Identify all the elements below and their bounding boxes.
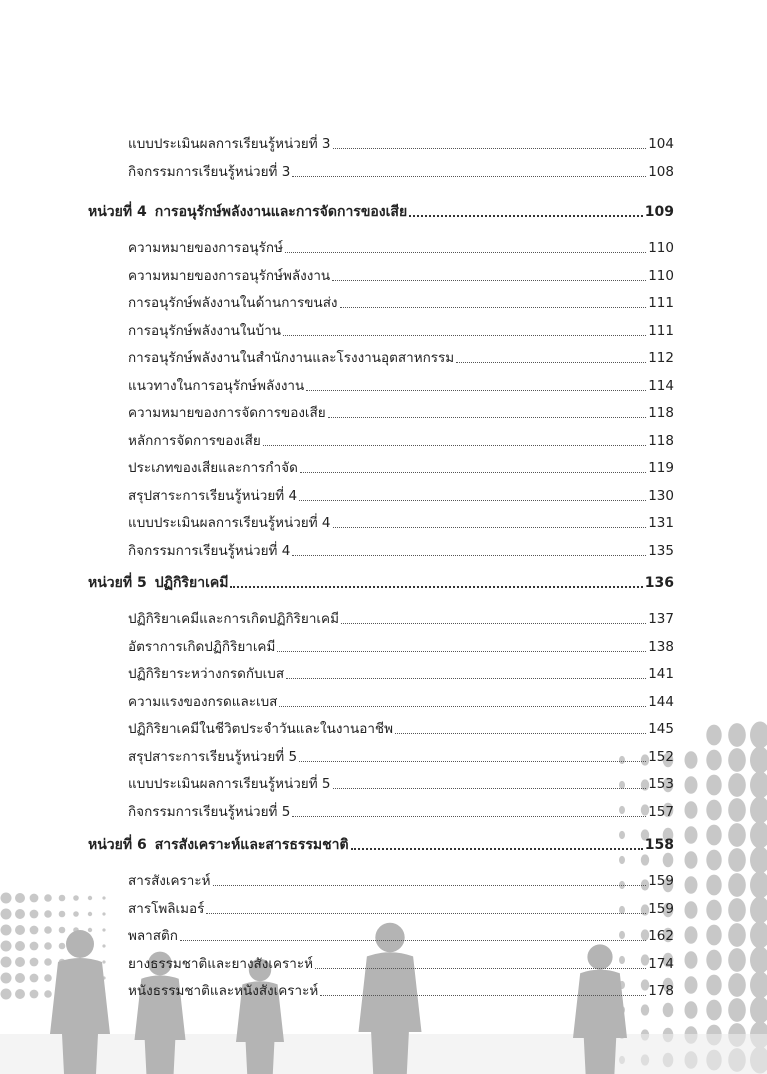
toc-entry[interactable] [128, 430, 674, 450]
dot-leader [180, 940, 646, 941]
dot-leader [277, 651, 646, 652]
toc-entry[interactable] [128, 925, 674, 945]
entry-title: ยางธรรมชาติและยางสังเคราะห์ [128, 955, 313, 972]
entry-title: กิจกรรมการเรียนรู้หน่วยที่ 4 [128, 542, 291, 559]
entry-title: การอนุรักษ์พลังงานในด้านการขนส่ง [128, 295, 338, 311]
entry-title: สรุปสาระการเรียนรู้หน่วยที่ 5 [128, 748, 298, 765]
dot-leader [300, 472, 646, 473]
dot-leader [409, 215, 643, 217]
toc-entry[interactable] [128, 347, 674, 367]
entry-page-number: 138 [648, 638, 674, 655]
entry-page-number: 145 [648, 721, 674, 737]
entry-page-number: 157 [648, 803, 674, 820]
entry-page-number: 178 [648, 983, 674, 999]
toc-entry[interactable] [128, 161, 674, 181]
entry-page-number: 131 [648, 515, 674, 531]
unit-title: สารสังเคราะห์และสารธรรมชาติ [154, 837, 349, 853]
entry-title: กิจกรรมการเรียนรู้หน่วยที่ 5 [128, 803, 291, 820]
dot-leader [395, 733, 646, 734]
entry-page-number: 135 [648, 542, 674, 559]
entry-page-number: 159 [648, 873, 674, 889]
unit-page-number: 158 [644, 837, 674, 853]
toc-entry[interactable] [128, 691, 674, 711]
entry-title: สารโพลิเมอร์ [128, 900, 205, 917]
dot-leader [279, 706, 646, 707]
toc-entry[interactable] [128, 870, 674, 890]
toc-entry[interactable] [128, 636, 674, 656]
entry-page-number: 110 [648, 267, 674, 284]
dot-leader [315, 968, 646, 969]
toc-entry[interactable] [128, 512, 674, 532]
entry-title: ความหมายของการอนุรักษ์ [128, 240, 283, 256]
toc-entry[interactable] [128, 133, 674, 153]
dot-leader [299, 761, 646, 762]
entry-title: แบบประเมินผลการเรียนรู้หน่วยที่ 4 [128, 515, 331, 531]
dot-leader [456, 362, 646, 363]
entry-title: แบบประเมินผลการเรียนรู้หน่วยที่ 3 [128, 136, 331, 152]
dot-leader [206, 913, 646, 914]
toc-entry[interactable] [128, 292, 674, 312]
toc-entry[interactable] [128, 608, 674, 628]
entry-title: ความหมายของการจัดการของเสีย [128, 405, 326, 421]
toc-entry[interactable] [128, 402, 674, 422]
entry-page-number: 159 [648, 900, 674, 917]
entry-page-number: 162 [648, 928, 674, 944]
toc-entry[interactable] [128, 485, 674, 505]
entry-page-number: 111 [648, 322, 674, 339]
entry-title: อัตราการเกิดปฏิกิริยาเคมี [128, 638, 276, 655]
entry-page-number: 114 [648, 377, 674, 394]
dot-leader [306, 390, 646, 391]
dot-leader [285, 252, 646, 253]
entry-page-number: 152 [648, 748, 674, 765]
unit-page-number: 109 [644, 204, 674, 220]
entry-page-number: 111 [648, 295, 674, 311]
toc-entry[interactable] [128, 265, 674, 285]
toc-entry[interactable] [128, 718, 674, 738]
dot-leader [341, 623, 646, 624]
dot-leader [230, 586, 642, 588]
unit-number: หน่วยที่ 6 [88, 837, 147, 853]
entry-title: กิจกรรมการเรียนรู้หน่วยที่ 3 [128, 163, 291, 180]
entry-title: ประเภทของเสียและการกำจัด [128, 460, 298, 476]
dot-leader [340, 307, 647, 308]
toc-entry[interactable] [128, 237, 674, 257]
toc-unit-heading[interactable] [88, 201, 674, 221]
dot-leader [328, 417, 647, 418]
toc-entry[interactable] [128, 773, 674, 793]
entry-page-number: 144 [648, 693, 674, 710]
dot-leader [213, 885, 647, 886]
entry-title: ความแรงของกรดและเบส [128, 693, 278, 710]
unit-title: ปฏิกิริยาเคมี [154, 575, 229, 591]
dot-leader [351, 848, 643, 850]
dot-leader [283, 335, 646, 336]
entry-title: แบบประเมินผลการเรียนรู้หน่วยที่ 5 [128, 776, 331, 792]
dot-leader [333, 788, 647, 789]
toc-entry[interactable] [128, 801, 674, 821]
dot-leader [286, 678, 646, 679]
toc-entry[interactable] [128, 980, 674, 1000]
unit-page-number: 136 [644, 575, 674, 591]
unit-number: หน่วยที่ 4 [88, 204, 147, 220]
entry-title: การอนุรักษ์พลังงานในสำนักงานและโรงงานอุตสาหกรรม [128, 350, 455, 366]
entry-page-number: 104 [648, 136, 674, 152]
entry-title: สารสังเคราะห์ [128, 873, 211, 889]
entry-title: ปฏิกิริยาเคมีในชีวิตประจำวันและในงานอาชีพ [128, 721, 393, 737]
entry-page-number: 174 [648, 955, 674, 972]
entry-title: หลักการจัดการของเสีย [128, 432, 261, 449]
toc-entry[interactable] [128, 320, 674, 340]
entry-title: แนวทางในการอนุรักษ์พลังงาน [128, 377, 305, 394]
entry-page-number: 137 [648, 611, 674, 627]
unit-title: การอนุรักษ์พลังงานและการจัดการของเสีย [154, 204, 408, 220]
toc-entry[interactable] [128, 746, 674, 766]
toc-unit-heading[interactable] [88, 834, 674, 854]
entry-page-number: 112 [648, 350, 674, 366]
toc-entry[interactable] [128, 663, 674, 683]
dot-leader [332, 280, 646, 281]
entry-page-number: 110 [648, 240, 674, 256]
entry-title: ปฏิกิริยาระหว่างกรดกับเบส [128, 666, 285, 682]
entry-page-number: 118 [648, 432, 674, 449]
toc-entry[interactable] [128, 540, 674, 560]
dot-leader [333, 527, 647, 528]
dot-leader [292, 176, 646, 177]
entry-title: หนังธรรมชาติและหนังสังเคราะห์ [128, 983, 319, 999]
entry-title: ความหมายของการอนุรักษ์พลังงาน [128, 267, 331, 284]
entry-title: พลาสติก [128, 928, 178, 944]
entry-page-number: 141 [648, 666, 674, 682]
dot-leader [320, 995, 646, 996]
entry-page-number: 118 [648, 405, 674, 421]
dot-leader [292, 816, 646, 817]
entry-title: ปฏิกิริยาเคมีและการเกิดปฏิกิริยาเคมี [128, 611, 339, 627]
entry-page-number: 153 [648, 776, 674, 792]
toc-entry[interactable] [128, 898, 674, 918]
toc-entry[interactable] [128, 953, 674, 973]
toc-unit-heading[interactable] [88, 572, 674, 592]
entry-page-number: 119 [648, 460, 674, 476]
entry-title: การอนุรักษ์พลังงานในบ้าน [128, 322, 282, 339]
dot-leader [299, 500, 646, 501]
dot-leader [333, 148, 647, 149]
entry-page-number: 130 [648, 487, 674, 504]
unit-number: หน่วยที่ 5 [88, 575, 147, 591]
toc-entry[interactable] [128, 457, 674, 477]
dot-leader [263, 445, 646, 446]
dot-leader [292, 555, 646, 556]
toc-entry[interactable] [128, 375, 674, 395]
entry-page-number: 108 [648, 163, 674, 180]
entry-title: สรุปสาระการเรียนรู้หน่วยที่ 4 [128, 487, 298, 504]
